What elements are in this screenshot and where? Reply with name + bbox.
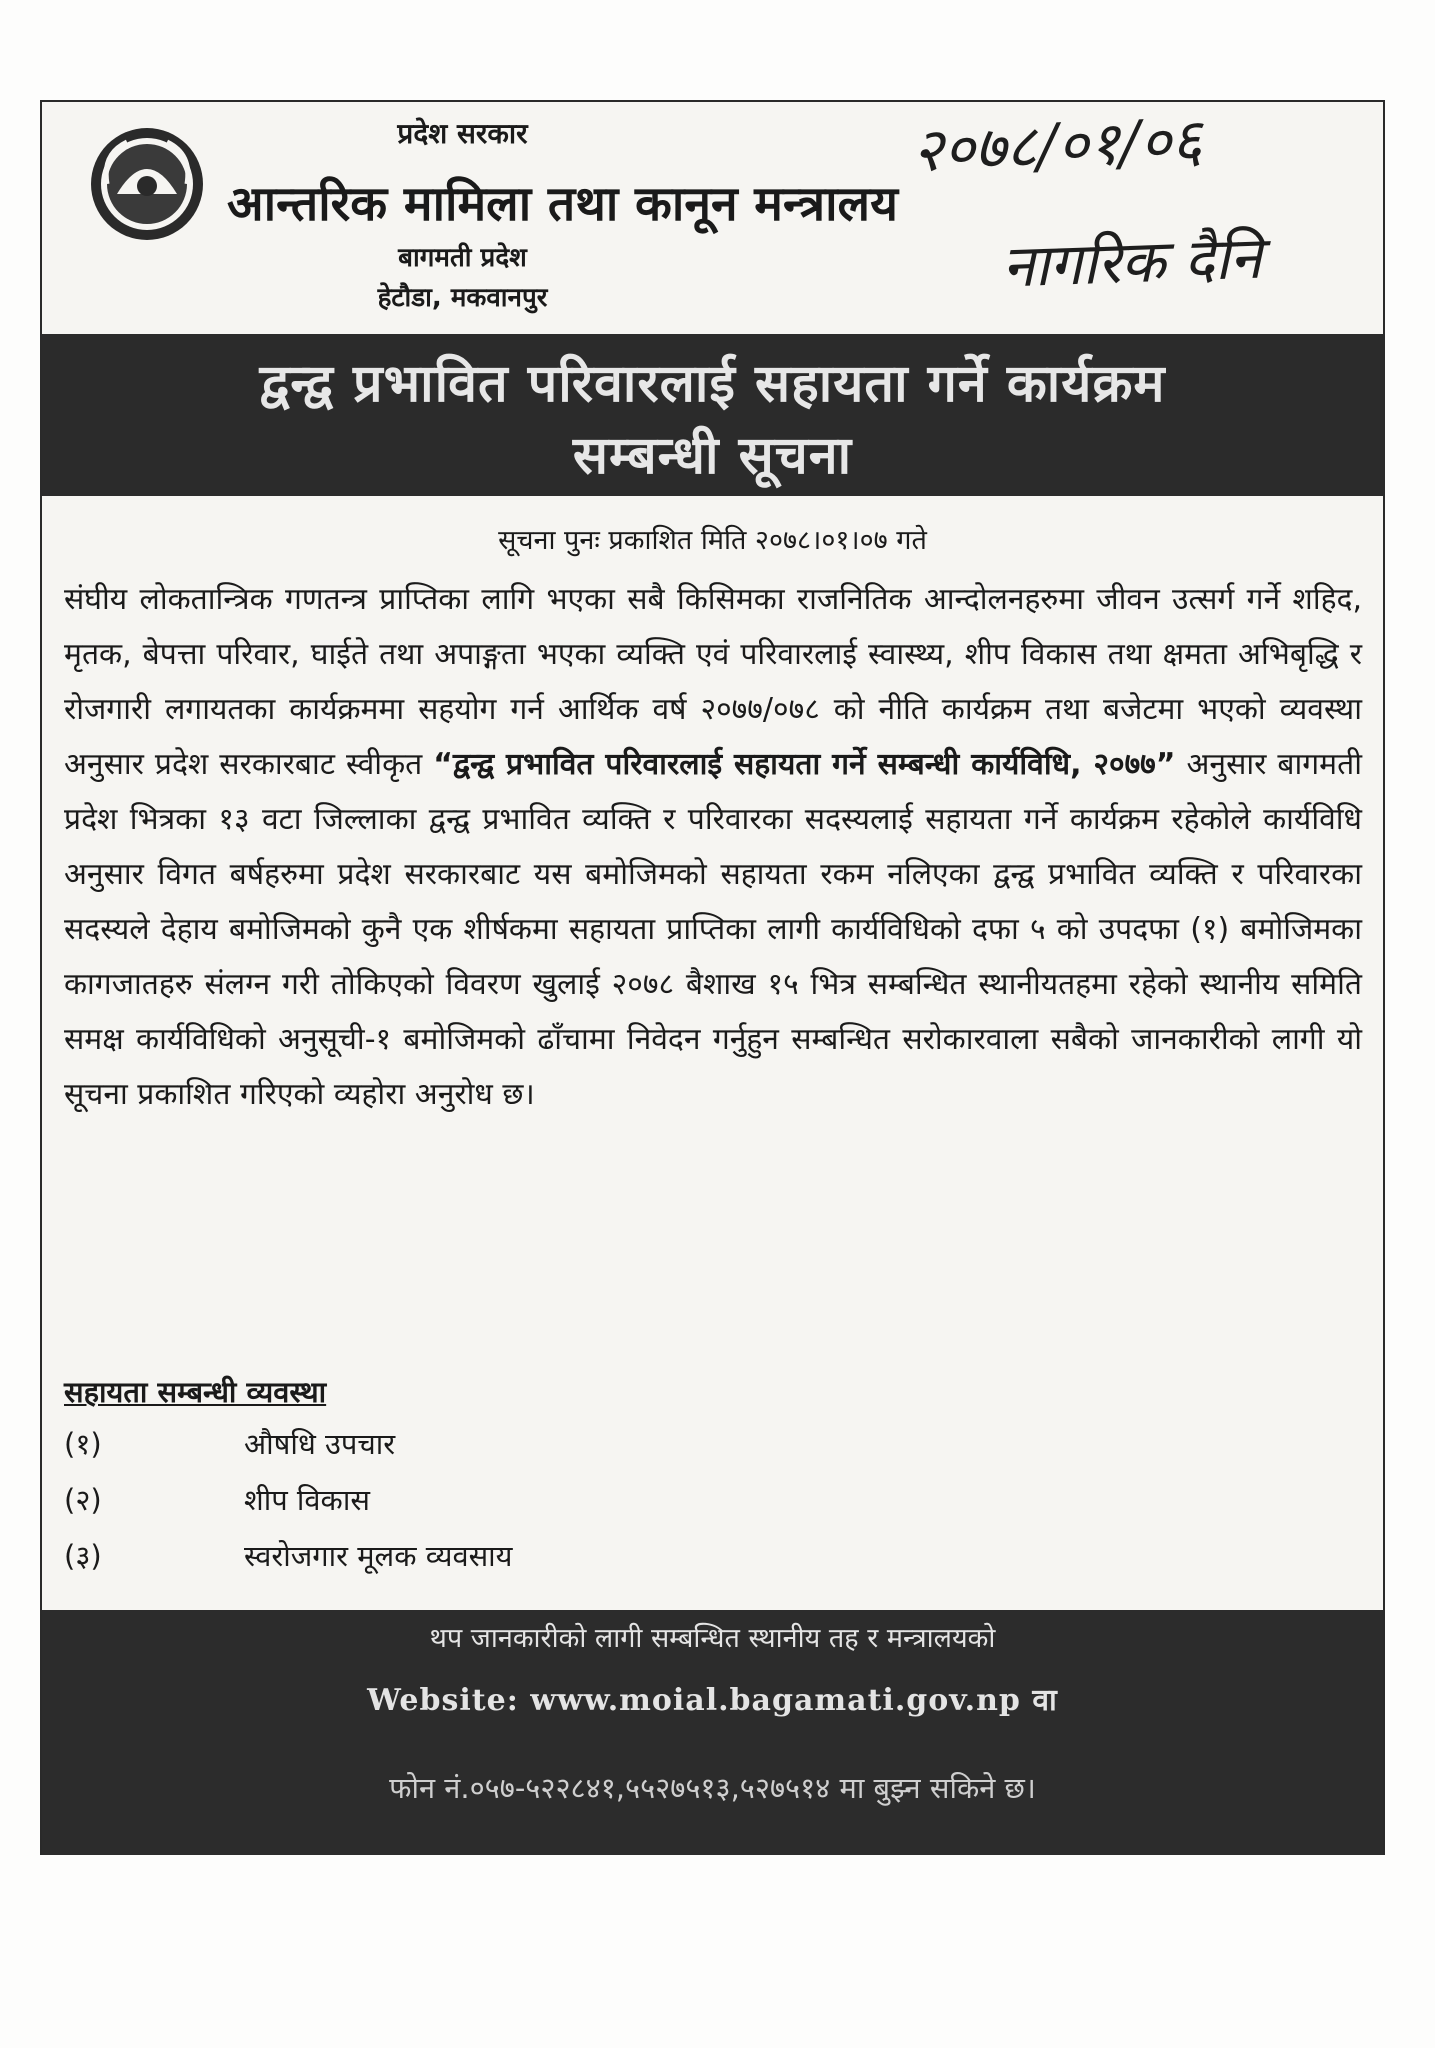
notice-subtitle: सम्बन्धी सूचना xyxy=(572,426,853,486)
notice-title: द्वन्द्व प्रभावित परिवारलाई सहायता गर्ने कार्यक्रम xyxy=(259,354,1166,414)
contact-footer xyxy=(42,1610,1383,1855)
ministry-name: आन्तरिक मामिला तथा कानून मन्त्रालय xyxy=(227,176,898,232)
notice-header xyxy=(42,102,1383,332)
footer-info-text: थप जानकारीको लागी सम्बन्धित स्थानीय तह र मन्त्रालयको xyxy=(429,1623,996,1654)
body-text-part-1: संघीय लोकतान्त्रिक गणतन्त्र प्राप्तिका लागि भएका सबै किसिमका राजनितिक आन्दोलनहरुमा जीवन उत्सर्ग गर्ने शहिद, मृतक, बेपत्ता परिवार, घाईते तथा अपाङ्गता भएका व्यक्ति एवं परिवारलाई स्वास्थ्य, शीप विकास तथा क्षमता अभिबृद्धि र रोजगारी लगायतका कार्यक्रममा सहयोग गर्न आर्थिक वर्ष २०७७/०७८ को नीति कार्यक्रम तथा बजेटमा भएको व्यवस्था अनुसार प्रदेश सरकारबाट स्वीकृत xyxy=(64,582,1362,782)
handwritten-date: २०७८/०१/०६ xyxy=(910,105,1204,187)
notice-body xyxy=(64,572,1362,1122)
handwritten-source: नागरिक दैनि xyxy=(1000,223,1263,301)
footer-website: Website: www.moial.bagamati.gov.np वा xyxy=(367,1683,1058,1718)
list-item-number: (१) xyxy=(64,1427,102,1461)
republished-date: सूचना पुनः प्रकाशित मिति २०७८।०१।०७ गते xyxy=(498,525,927,556)
assistance-heading: सहायता सम्बन्धी व्यवस्था xyxy=(64,1375,327,1409)
newspaper-notice xyxy=(40,100,1385,1855)
list-item-number: (२) xyxy=(64,1483,102,1517)
list-item xyxy=(64,1424,964,1480)
footer-phone: फोन नं.०५७-५२२८४१,५५२७५१३,५२७५१४ मा बुझ्न सकिने छ। xyxy=(389,1771,1036,1805)
list-item-label: शीप विकास xyxy=(244,1483,370,1517)
procedure-title: “द्वन्द्व प्रभावित परिवारलाई सहायता गर्ने सम्बन्धी कार्यविधि, २०७७” xyxy=(433,747,1176,782)
list-item-label: स्वरोजगार मूलक व्यवसाय xyxy=(244,1539,513,1573)
city-name: हेटौडा, मकवानपुर xyxy=(377,283,548,313)
list-item-label: औषधि उपचार xyxy=(244,1427,396,1461)
list-item xyxy=(64,1480,964,1536)
province-name: बागमती प्रदेश xyxy=(398,243,527,273)
title-banner xyxy=(42,334,1383,496)
body-text-part-2: अनुसार बागमती प्रदेश भित्रका १३ वटा जिल्लाका द्वन्द्व प्रभावित व्यक्ति र परिवारका सदस्यलाई सहायता गर्ने कार्यक्रम रहेकोले कार्यविधि अनुसार विगत बर्षहरुमा प्रदेश सरकारबाट यस बमोजिमको सहायता रकम नलिएका द्वन्द्व प्रभावित व्यक्ति र परिवारका सदस्यले देहाय बमोजिमको कुनै एक शीर्षकमा सहायता प्राप्तिका लागी कार्यविधिको दफा ५ को उपदफा (१) बमोजिमका कागजातहरु संलग्न गरी तोकिएको विवरण खुलाई २०७८ बैशाख १५ भित्र सम्बन्धित स्थानीयतहमा रहेको स्थानीय समिति समक्ष कार्यविधिको अनुसूची-१ बमोजिमको ढाँचामा निवेदन गर्नुहुन सम्बन्धित सरोकारवाला सबैको जानकारीको लागी यो सूचना प्रकाशित गरिएको व्यहोरा अनुरोध छ। xyxy=(64,747,1362,1112)
list-item-number: (३) xyxy=(64,1539,102,1573)
list-item xyxy=(64,1536,964,1592)
assistance-list xyxy=(64,1424,964,1592)
government-label: प्रदेश सरकार xyxy=(397,117,528,150)
